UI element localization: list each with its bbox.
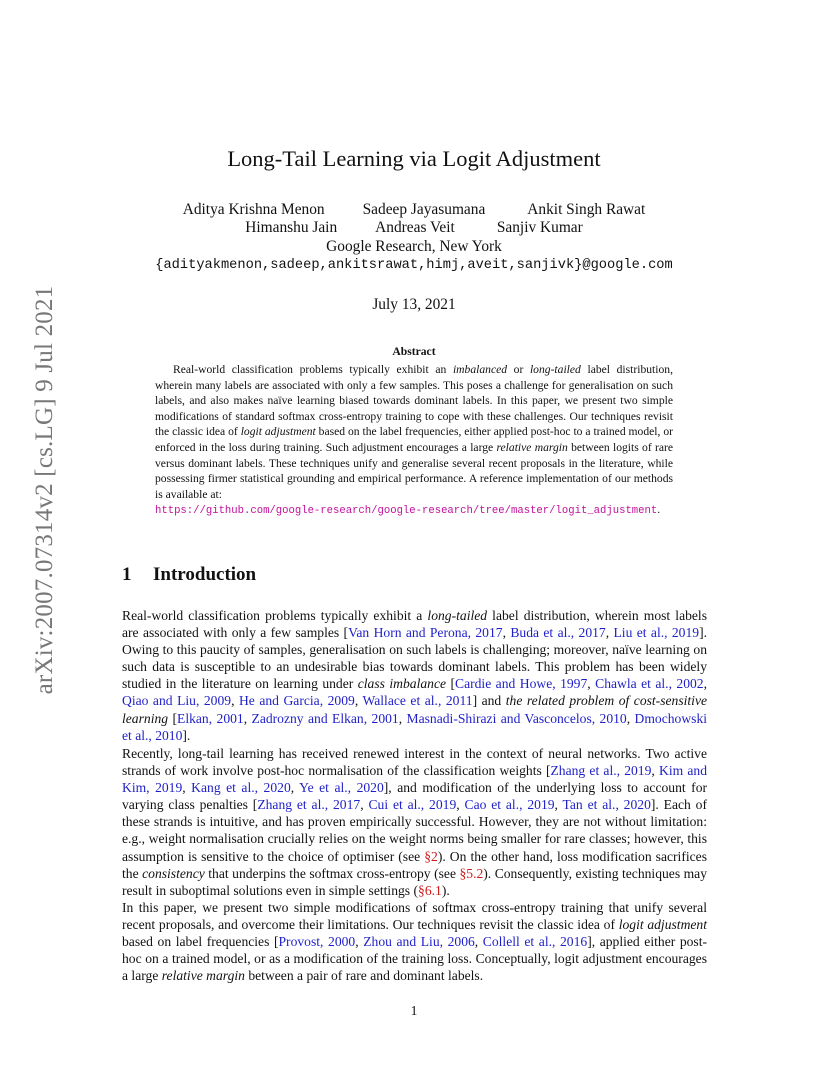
- affiliation: Google Research, New York: [326, 238, 502, 255]
- section-crossref-link[interactable]: §5.2: [459, 865, 484, 881]
- citation-link[interactable]: Provost, 2000: [278, 934, 356, 950]
- page-number: 1: [410, 1003, 418, 1018]
- author-name: Himanshu Jain: [245, 219, 338, 236]
- citation-link[interactable]: Ye et al., 2020: [299, 780, 384, 796]
- citation-link[interactable]: Chawla et al., 2002: [595, 676, 704, 692]
- citation-link[interactable]: Zhang et al., 2017: [257, 797, 361, 813]
- citation-link[interactable]: Kang et al., 2020: [191, 780, 291, 796]
- author-row-2: [0, 219, 828, 237]
- author-row-1: [0, 201, 828, 219]
- abstract-heading: Abstract: [392, 345, 436, 358]
- citation-link[interactable]: Cui et al., 2019: [368, 797, 457, 813]
- author-name: Andreas Veit: [375, 219, 455, 236]
- citation-link[interactable]: Kim and Kim, 2019: [122, 763, 707, 796]
- section-crossref-link[interactable]: §2: [424, 848, 438, 864]
- author-name: Ankit Singh Rawat: [527, 201, 646, 218]
- citation-link[interactable]: Zadrozny and Elkan, 2001: [251, 710, 399, 726]
- section-heading: [122, 564, 256, 586]
- author-name: Sanjiv Kumar: [496, 219, 583, 236]
- citation-link[interactable]: Tan et al., 2020: [562, 797, 651, 813]
- citation-link[interactable]: Cardie and Howe, 1997: [455, 676, 588, 692]
- citation-link[interactable]: Qiao and Liu, 2009: [122, 693, 232, 709]
- paragraph-3: In this paper, we present two simple modifications of softmax cross-entropy training that unify several recent proposals, and overcome their limitations. Our techniques revisit the classic idea of logit adjustment based on label frequencies [Provost, 2000, Zhou and Liu, 2006, Collell et al., 2016], applied either post-hoc on a trained model, or as a modification of the training loss. Conceptually, logit adjustment encourages a large relative margin between a pair of rare and dominant labels.: [122, 900, 708, 984]
- citation-link[interactable]: Liu et al., 2019: [613, 625, 700, 641]
- citation-link[interactable]: Wallace et al., 2011: [362, 693, 473, 709]
- section-crossref-link[interactable]: §6.1: [418, 882, 442, 898]
- section-title: Introduction: [153, 564, 257, 585]
- arxiv-identifier: arXiv:2007.07314v2 [cs.LG] 9 Jul 2021: [31, 285, 58, 695]
- citation-link[interactable]: Dmochowski et al., 2010: [122, 710, 708, 743]
- citation-link[interactable]: Cao et al., 2019: [464, 797, 555, 813]
- paper-date: July 13, 2021: [372, 296, 456, 313]
- citation-link[interactable]: Zhang et al., 2019: [550, 763, 652, 779]
- author-emails: {adityakmenon,sadeep,ankitsrawat,himj,aveit,sanjivk}@google.com: [155, 258, 673, 273]
- author-name: Aditya Krishna Menon: [182, 201, 325, 218]
- citation-link[interactable]: Buda et al., 2017: [510, 625, 606, 641]
- citation-link[interactable]: Elkan, 2001: [177, 710, 244, 726]
- citation-link[interactable]: Collell et al., 2016: [482, 934, 588, 950]
- citation-link[interactable]: Van Horn and Perona, 2017: [348, 625, 503, 641]
- citation-link[interactable]: Zhou and Liu, 2006: [363, 934, 475, 950]
- paper-title: Long-Tail Learning via Logit Adjustment: [227, 146, 601, 171]
- paragraph-2: Recently, long-tail learning has received renewed interest in the context of neural networks. Two active strands of work involve post-hoc normalisation of the classification weights [Zhang et al., 2019, Kim and Kim, 2019, Kang et al., 2020, Ye et al., 2020], and modification of the underlying loss to account for varying class penalties [Zhang et al., 2017, Cui et al., 2019, Cao et al., 2019, Tan et al., 2020]. Each of these strands is intuitive, and has proven empirically successful. However, they are not without limitation: e.g., weight normalisation crucially relies on the weight norms being smaller for rare classes; however, this assumption is sensitive to the choice of optimiser (see §2). On the other hand, loss modification sacrifices the consistency that underpins the softmax cross-entropy (see §5.2). Consequently, existing techniques may result in suboptimal solutions even in simple settings (§6.1).: [122, 746, 708, 898]
- author-name: Sadeep Jayasumana: [362, 201, 486, 218]
- citation-link[interactable]: Masnadi-Shirazi and Vasconcelos, 2010: [406, 710, 627, 726]
- section-number: 1: [122, 564, 132, 585]
- citation-link[interactable]: He and Garcia, 2009: [238, 693, 355, 709]
- paragraph-1: Real-world classification problems typically exhibit a long-tailed label distribution, wherein most labels are associated with only a few samples [Van Horn and Perona, 2017, Buda et al., 2017, Liu et al., 2019]. Owing to this paucity of samples, generalisation on such labels is challenging; moreover, naïve learning on such data is susceptible to an undesirable bias towards dominant labels. This problem has been widely studied in the literature on learning under class imbalance [Cardie and Howe, 1997, Chawla et al., 2002, Qiao and Liu, 2009, He and Garcia, 2009, Wallace et al., 2011] and the related problem of cost-sensitive learning [Elkan, 2001, Zadrozny and Elkan, 2001, Masnadi-Shirazi and Vasconcelos, 2010, Dmochowski et al., 2010].: [122, 608, 708, 743]
- abstract-text: Real-world classification problems typically exhibit an imbalanced or long-tailed label distribution, wherein many labels are associated with only a few samples. This poses a challenge for generalisation on such labels, and also makes naïve learning biased towards dominant labels. In this paper, we present two simple modifications of standard softmax cross-entropy training to cope with these challenges. Our techniques revisit the classic idea of logit adjustment based on the label frequencies, either applied post-hoc to a trained model, or enforced in the loss during training. Such adjustment encourages a large relative margin between logits of rare versus dominant labels. These techniques unify and generalise several recent proposals in the literature, while possessing firmer statistical grounding and empirical performance. A reference implementation of our methods is available at: https://github.com/google-research/google-research/tree/master/logit_adjustment.: [155, 363, 673, 518]
- code-url-link[interactable]: https://github.com/google-research/google-research/tree/master/logit_adjustment: [155, 505, 658, 518]
